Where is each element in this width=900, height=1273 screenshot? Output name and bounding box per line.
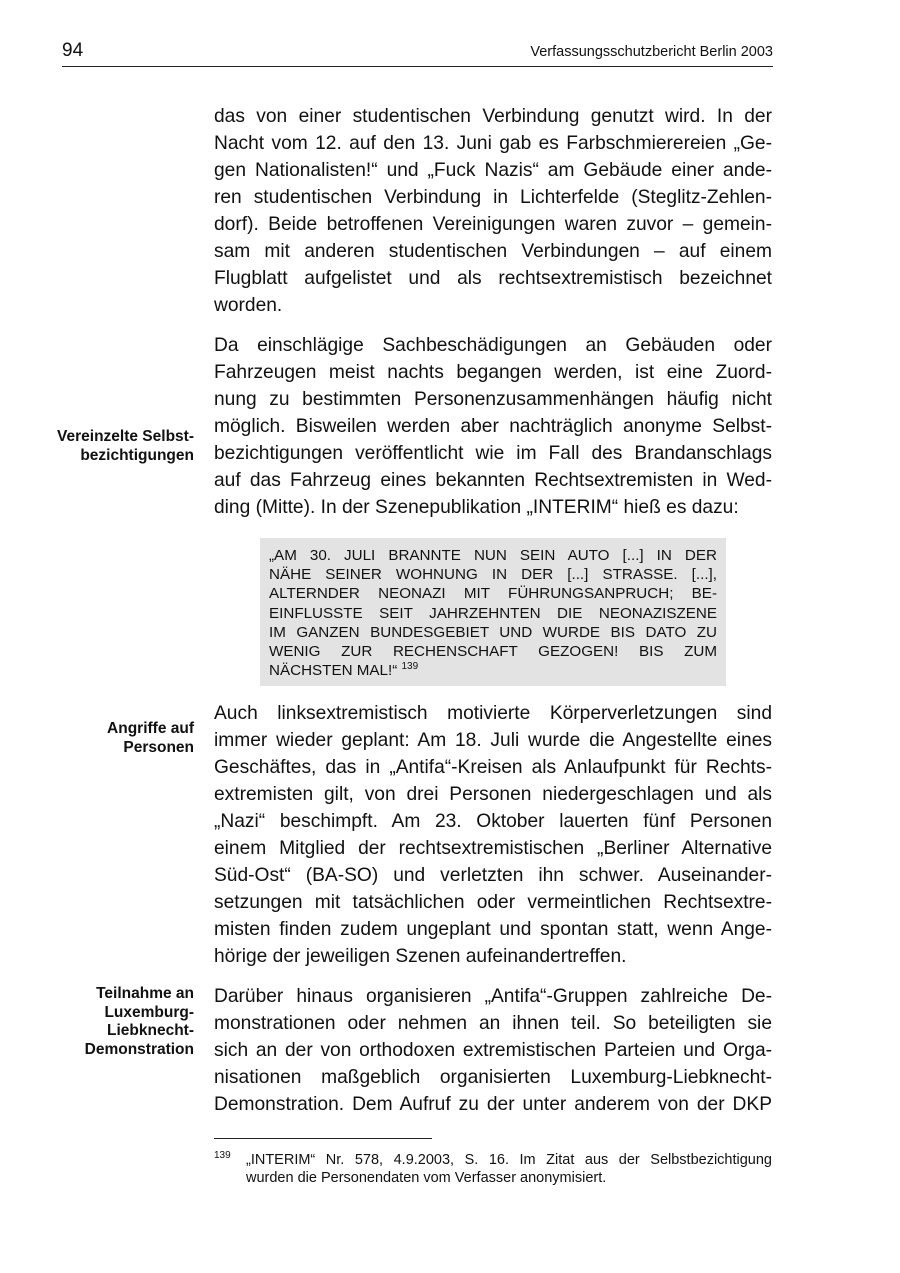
text-line: immer wieder geplant: Am 18. Juli wurde die Angestellte eines (214, 730, 772, 751)
text-line: „Nazi“ beschimpft. Am 23. Oktober lauerten fünf Personen (214, 811, 772, 832)
text-line: setzungen mit tatsächlichen oder vermeintlichen Rechtsextre- (214, 892, 772, 913)
margin-note-luxemburg: Teilnahme an Luxemburg- Liebknecht- Demonstration (84, 985, 194, 1058)
footnote-number: 139 (214, 1150, 231, 1161)
quote-last-text: NÄCHSTEN MAL!“ (269, 662, 398, 680)
page-header (62, 40, 773, 67)
text-line: worden. (214, 295, 283, 316)
text-line: dorf). Beide betroffenen Vereinigungen waren zuvor – gemein- (214, 214, 772, 235)
quote-line (269, 661, 717, 680)
text-line: nung zu bestimmten Personenzusammenhängen häufig nicht (214, 389, 772, 410)
text-line: Darüber hinaus organisieren „Antifa“-Gruppen zahlreiche De- (214, 986, 772, 1007)
margin-note-selbstbezichtigungen: Vereinzelte Selbst- bezichtigungen (57, 428, 194, 464)
quote-line: ALTERNDER NEONAZI MIT FÜHRUNGSANPRUCH; BE- (269, 585, 717, 603)
quote-line: NÄHE SEINER WOHNUNG IN DER [...] STRASSE. [...], (269, 566, 717, 584)
quote-line: EINFLUSSTE SEIT JAHRZEHNTEN DIE NEONAZISZENE (269, 604, 717, 622)
text-line: Geschäftes, das in „Antifa“-Kreisen als Anlaufpunkt für Rechts- (214, 757, 772, 778)
text-line: Da einschlägige Sachbeschädigungen an Gebäuden oder (214, 335, 772, 356)
text-line: das von einer studentischen Verbindung genutzt wird. In der (214, 106, 772, 127)
footnote-line: „INTERIM“ Nr. 578, 4.9.2003, S. 16. Im Zitat aus der Selbstbezichtigung (246, 1152, 772, 1168)
paragraph-1 (214, 103, 772, 319)
footnote-reference[interactable]: 139 (401, 661, 419, 673)
text-line: Süd-Ost“ (BA-SO) und verletzten ihn schwer. Auseinander- (214, 865, 772, 886)
text-line: sich an der von orthodoxen extremistischen Parteien und Orga- (214, 1040, 772, 1061)
text-line: möglich. Bisweilen werden aber nachträglich anonyme Selbst- (214, 416, 772, 437)
text-line: einem Mitglied der rechtsextremistischen „Berliner Alternative (214, 838, 772, 859)
text-line: Demonstration. Dem Aufruf zu der unter anderem von der DKP (214, 1094, 772, 1115)
text-line: ding (Mitte). In der Szenepublikation „INTERIM“ hieß es dazu: (214, 497, 739, 518)
text-line: Auch linksextremistisch motivierte Körperverletzungen sind (214, 703, 772, 724)
paragraph-3 (214, 700, 772, 970)
text-line: misten finden zudem ungeplant und spontan statt, wenn Ange- (214, 919, 772, 940)
text-line: bezichtigungen veröffentlicht wie im Fall des Brandanschlags (214, 443, 772, 464)
quote-text (269, 546, 717, 680)
paragraph-2 (214, 332, 772, 521)
quote-line: IM GANZEN BUNDESGEBIET UND WURDE BIS DATO ZU (269, 623, 717, 641)
quote-box (260, 538, 726, 686)
footnote-divider (214, 1138, 432, 1139)
text-line: monstrationen oder nehmen an ihnen teil. So beteiligten sie (214, 1013, 772, 1034)
footnote-line: wurden die Personendaten vom Verfasser anonymisiert. (246, 1169, 607, 1186)
running-title: Verfassungsschutzbericht Berlin 2003 (530, 44, 773, 60)
text-line: Fahrzeugen meist nachts begangen werden, ist eine Zuord- (214, 362, 772, 383)
text-line: ren studentischen Verbindung in Lichterfelde (Steglitz-Zehlen- (214, 187, 772, 208)
paragraph-4 (214, 983, 772, 1118)
text-line: sam mit anderen studentischen Verbindungen – auf einem (214, 241, 772, 262)
text-line: hörige der jeweiligen Szenen aufeinandertreffen. (214, 946, 627, 967)
footnote-text (246, 1152, 772, 1187)
text-line: nisationen maßgeblich organisierten Luxemburg-Liebknecht- (214, 1067, 772, 1088)
text-line: gen Nationalisten!“ und „Fuck Nazis“ am Gebäude einer ande- (214, 160, 772, 181)
text-line: Flugblatt aufgelistet und als rechtsextremistisch bezeichnet (214, 268, 772, 289)
quote-line: WENIG ZUR RECHENSCHAFT GEZOGEN! BIS ZUM (269, 643, 717, 661)
text-line: auf das Fahrzeug eines bekannten Rechtsextremisten in Wed- (214, 470, 772, 491)
text-line: extremisten gilt, von drei Personen niedergeschlagen und als (214, 784, 772, 805)
page-number: 94 (62, 40, 84, 61)
text-line: Nacht vom 12. auf den 13. Juni gab es Farbschmierereien „Ge- (214, 133, 772, 154)
quote-line: „AM 30. JULI BRANNTE NUN SEIN AUTO [...] IN DER (269, 547, 717, 564)
margin-note-angriffe: Angriffe auf Personen (107, 720, 194, 756)
